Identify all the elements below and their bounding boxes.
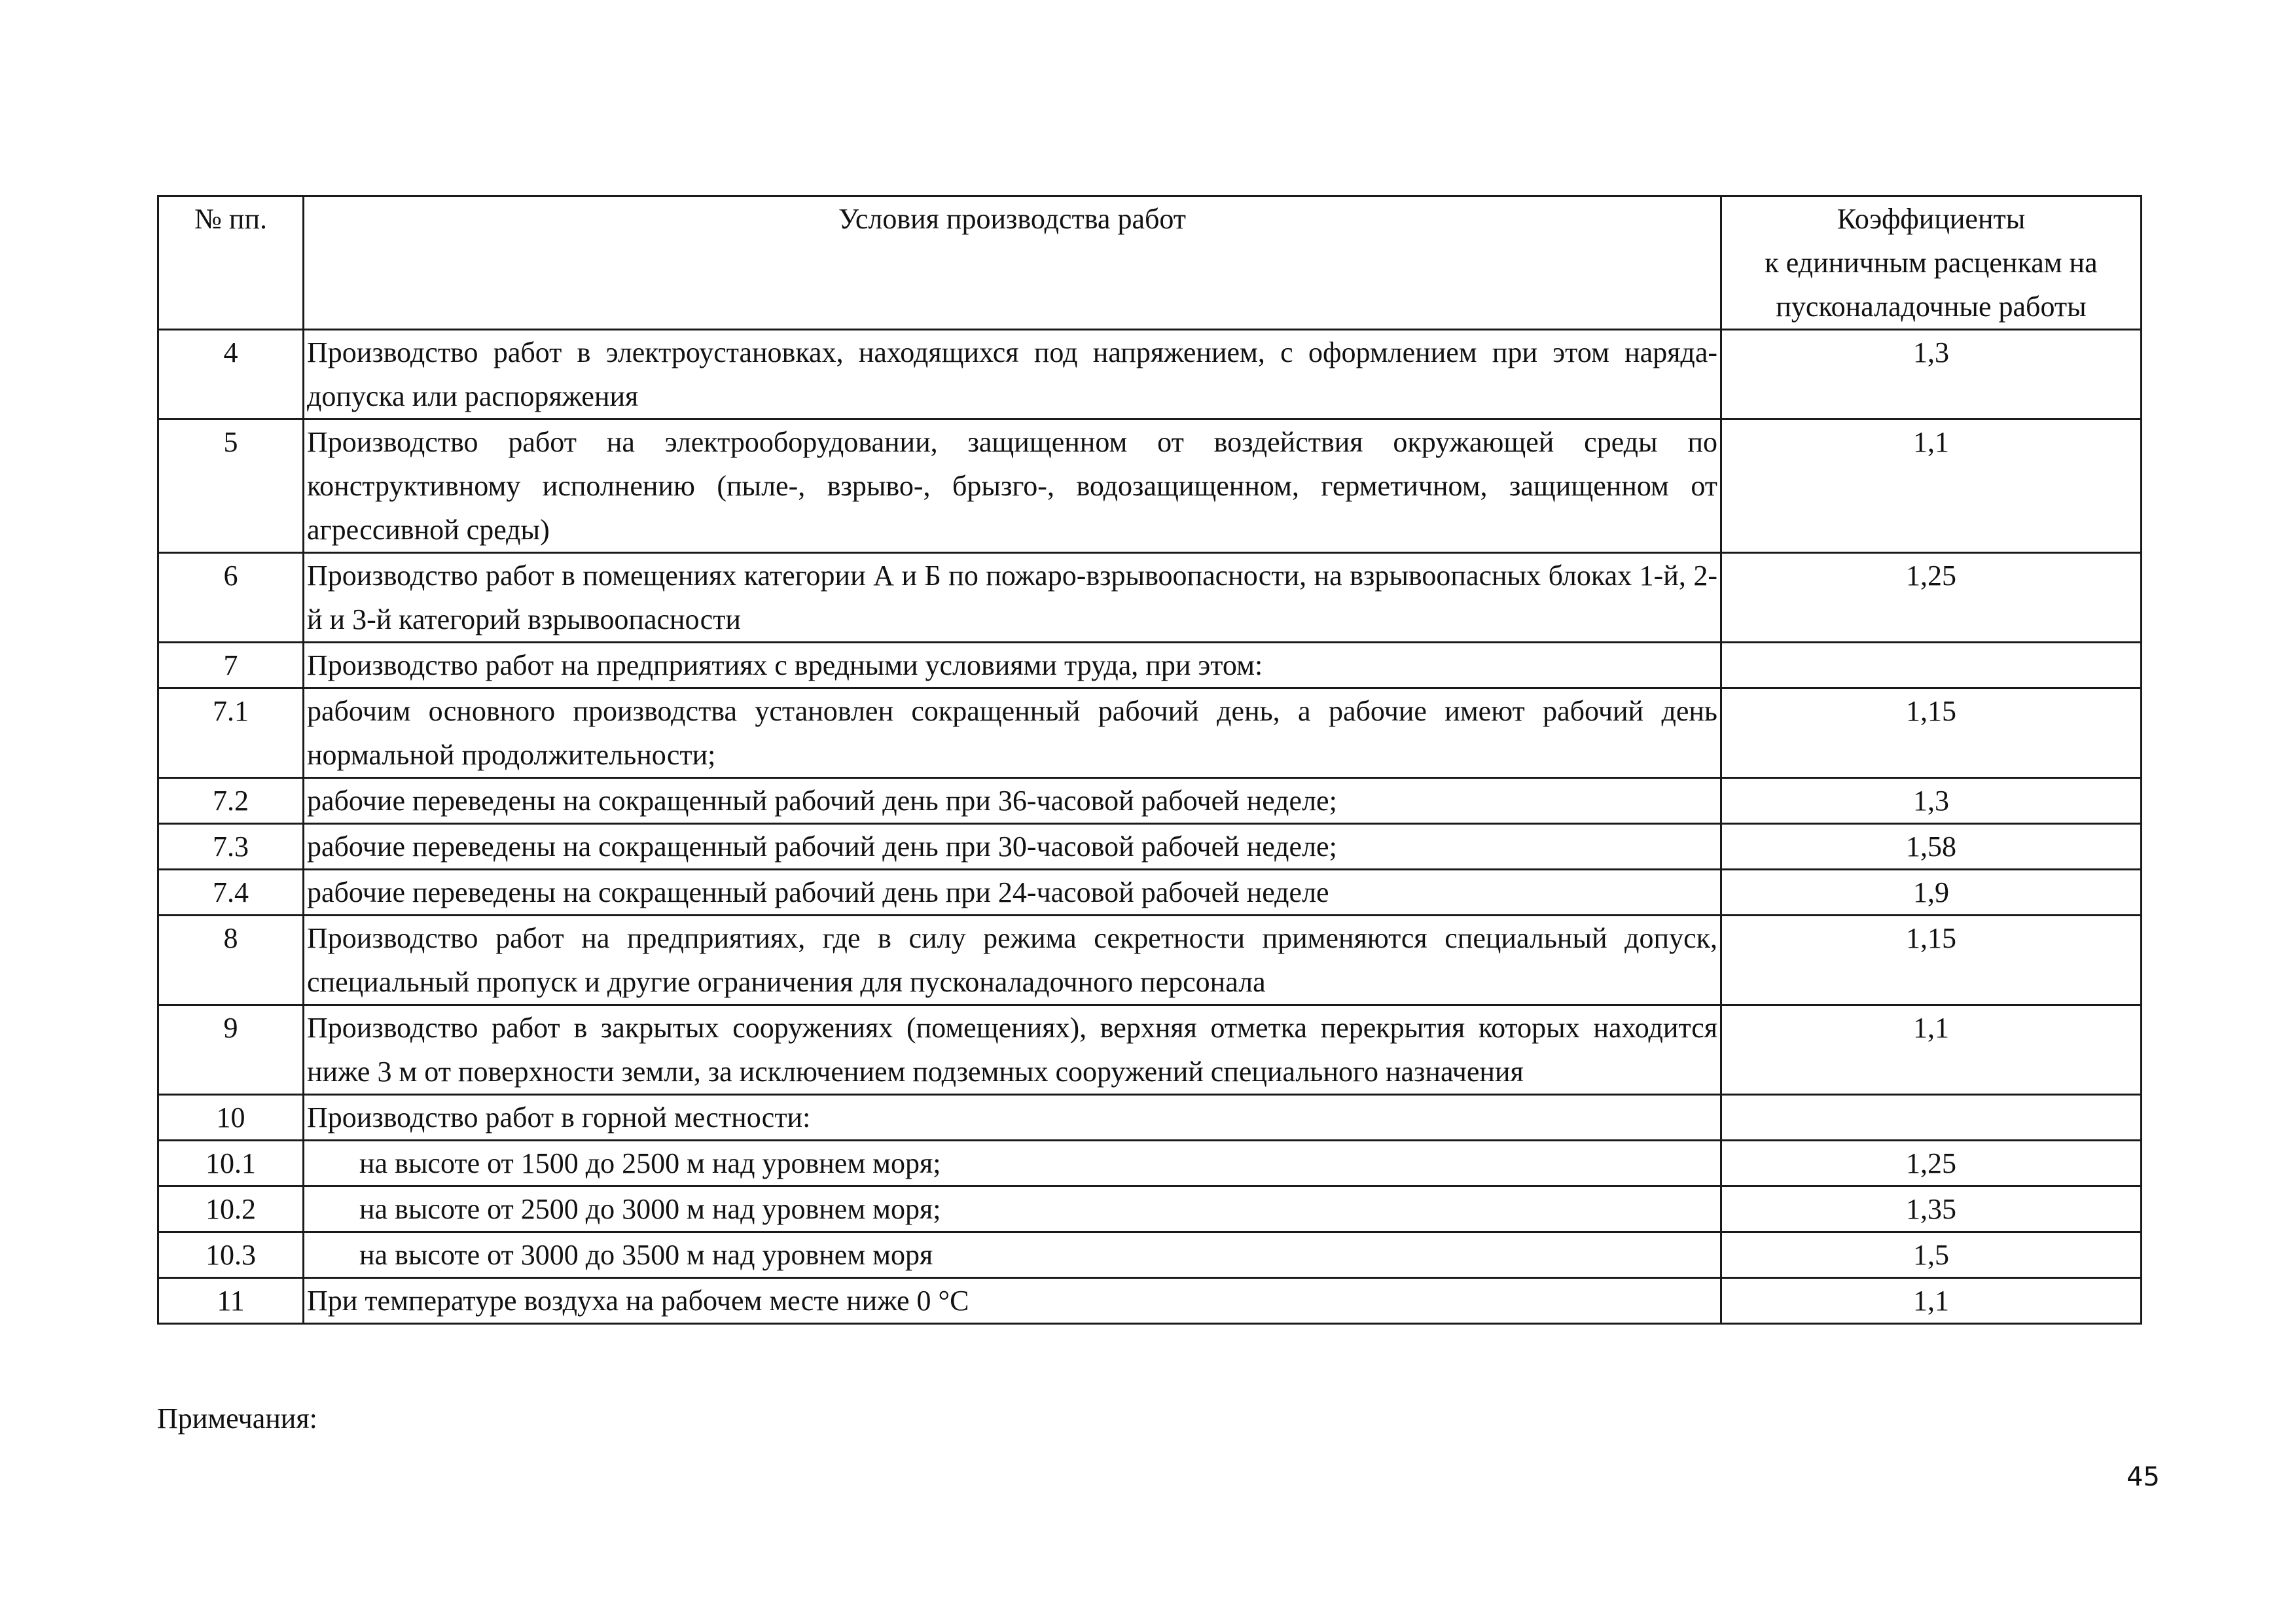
row-conditions: Производство работ на предприятиях с вредными условиями труда, при этом: (304, 643, 1721, 688)
row-num: 10 (158, 1095, 304, 1141)
table-row (158, 824, 2142, 870)
table-row (158, 553, 2142, 643)
table-row (158, 1095, 2142, 1141)
coefficients-table (157, 195, 2142, 1325)
row-coefficient: 1,15 (1721, 916, 2142, 1005)
table-header-row (158, 196, 2142, 330)
row-conditions: При температуре воздуха на рабочем месте ниже 0 °С (304, 1278, 1721, 1324)
row-num: 7.4 (158, 870, 304, 916)
table-row (158, 916, 2142, 1005)
row-conditions: Производство работ на электрооборудовании, защищенном от воздействия окружающей среды по конструктивному исполнению (пыле-, взрыво-, брызго-, водозащищенном, герметичном, защищенном от агрессивной среды) (304, 419, 1721, 553)
row-conditions: Производство работ в электроустановках, находящихся под напряжением, с оформлением при этом наряда-допуска или распоряжения (304, 330, 1721, 419)
row-coefficient: 1,1 (1721, 1005, 2142, 1095)
table-row (158, 870, 2142, 916)
row-conditions: на высоте от 2500 до 3000 м над уровнем моря; (304, 1186, 1721, 1232)
row-coefficient: 1,1 (1721, 419, 2142, 553)
row-conditions: рабочим основного производства установлен сокращенный рабочий день, а рабочие имеют рабочий день нормальной продолжительности; (304, 688, 1721, 778)
table-row (158, 1186, 2142, 1232)
page-number: 45 (2126, 1462, 2160, 1492)
table-row (158, 330, 2142, 419)
row-conditions: рабочие переведены на сокращенный рабочий день при 30-часовой рабочей неделе; (304, 824, 1721, 870)
row-coefficient: 1,35 (1721, 1186, 2142, 1232)
table-row (158, 643, 2142, 688)
header-coef-line-3: пусконаладочные работы (1776, 291, 2087, 323)
row-coefficient: 1,3 (1721, 778, 2142, 824)
header-conditions: Условия производства работ (304, 196, 1721, 330)
row-coefficient: 1,25 (1721, 1141, 2142, 1186)
row-conditions: Производство работ в горной местности: (304, 1095, 1721, 1141)
table-row (158, 688, 2142, 778)
table-row (158, 778, 2142, 824)
row-conditions: Производство работ в помещениях категории А и Б по пожаро-взрывоопасности, на взрывоопасных блоках 1-й, 2-й и 3-й категорий взрывоопасности (304, 553, 1721, 643)
row-num: 10.1 (158, 1141, 304, 1186)
header-coef-line-1: Коэффициенты (1837, 203, 2026, 235)
row-conditions: Производство работ в закрытых сооружениях (помещениях), верхняя отметка перекрытия которых находится ниже 3 м от поверхности земли, за исключением подземных сооружений специального назначения (304, 1005, 1721, 1095)
header-coef-line-2: к единичным расценкам на (1765, 247, 2098, 279)
row-num: 7.1 (158, 688, 304, 778)
row-num: 6 (158, 553, 304, 643)
row-num: 8 (158, 916, 304, 1005)
table-row (158, 1278, 2142, 1324)
row-coefficient: 1,58 (1721, 824, 2142, 870)
table-row (158, 1141, 2142, 1186)
row-coefficient: 1,15 (1721, 688, 2142, 778)
row-coefficient: 1,3 (1721, 330, 2142, 419)
row-num: 7.3 (158, 824, 304, 870)
row-num: 9 (158, 1005, 304, 1095)
row-coefficient: 1,25 (1721, 553, 2142, 643)
row-coefficient (1721, 643, 2142, 688)
row-coefficient (1721, 1095, 2142, 1141)
table-row (158, 1005, 2142, 1095)
row-num: 10.3 (158, 1232, 304, 1278)
row-conditions: на высоте от 3000 до 3500 м над уровнем моря (304, 1232, 1721, 1278)
table-row (158, 419, 2142, 553)
row-num: 7 (158, 643, 304, 688)
header-coefficients (1721, 196, 2142, 330)
row-num: 11 (158, 1278, 304, 1324)
row-conditions: рабочие переведены на сокращенный рабочий день при 36-часовой рабочей неделе; (304, 778, 1721, 824)
header-num: № пп. (158, 196, 304, 330)
table-row (158, 1232, 2142, 1278)
row-num: 5 (158, 419, 304, 553)
row-conditions: на высоте от 1500 до 2500 м над уровнем моря; (304, 1141, 1721, 1186)
row-coefficient: 1,1 (1721, 1278, 2142, 1324)
row-num: 10.2 (158, 1186, 304, 1232)
row-num: 7.2 (158, 778, 304, 824)
row-coefficient: 1,9 (1721, 870, 2142, 916)
row-num: 4 (158, 330, 304, 419)
row-conditions: Производство работ на предприятиях, где в силу режима секретности применяются специальный допуск, специальный пропуск и другие ограничения для пусконаладочного персонала (304, 916, 1721, 1005)
row-coefficient: 1,5 (1721, 1232, 2142, 1278)
notes-label: Примечания: (157, 1402, 317, 1435)
row-conditions: рабочие переведены на сокращенный рабочий день при 24-часовой рабочей неделе (304, 870, 1721, 916)
